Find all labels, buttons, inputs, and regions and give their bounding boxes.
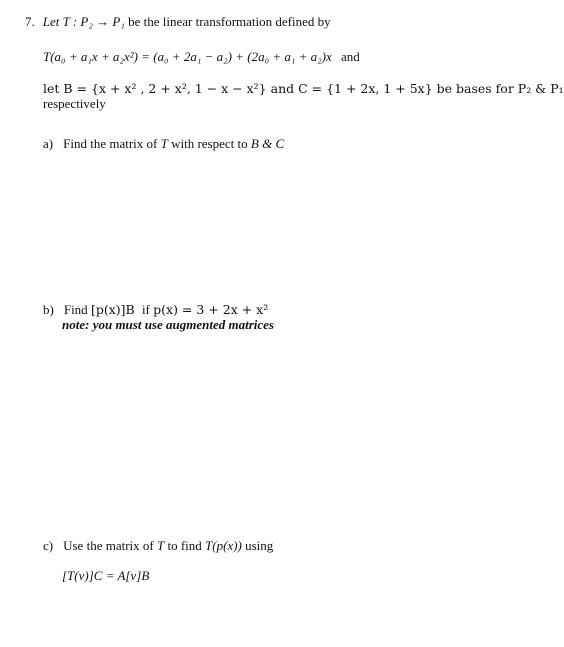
part-a-label: a) <box>43 136 54 151</box>
part-b-label: b) <box>43 302 54 317</box>
part-b-note-line <box>62 317 274 333</box>
transformation-definition: T(a₀ + a₁x + a₂x²) = (a₀ + 2a₁ − a₂) + (2a₀ + a₁ + a₂)x <box>43 49 332 64</box>
part-a-text: Find the matrix of <box>63 136 158 151</box>
part-b-math: [p(x)]B <box>90 302 135 317</box>
part-a-math2: B & C <box>250 136 285 151</box>
problem-intro-text: be the linear transformation defined by <box>128 14 331 29</box>
part-b-text2: if <box>141 302 150 317</box>
part-a-text2: with respect to <box>171 136 248 151</box>
part-c-math: T <box>156 538 165 553</box>
definition-and: and <box>341 49 360 64</box>
part-c-formula-line <box>62 568 149 584</box>
part-c-text3: using <box>245 538 274 553</box>
part-a-math: T <box>160 136 168 151</box>
part-c-label: c) <box>43 538 54 553</box>
bases-definition: let B = {x + x² , 2 + x², 1 − x − x²} and C = {1 + 2x, 1 + 5x} be bases for P₂ & P₁ <box>43 81 564 96</box>
problem-intro-math: Let T : P₂ → P₁ <box>42 14 125 29</box>
part-c-text2: to find <box>167 538 202 553</box>
part-b-line <box>43 302 268 318</box>
part-b-note: note: you must use augmented matrices <box>62 317 274 332</box>
bases-respectively: respectively <box>43 96 106 111</box>
part-a-line <box>43 136 284 152</box>
part-b-math2: p(x) = 3 + 2x + x² <box>153 302 269 317</box>
bases-line <box>43 81 564 97</box>
transformation-definition-line <box>43 49 360 65</box>
problem-header-line <box>25 14 331 30</box>
part-c-formula: [T(v)]C = A[v]B <box>62 568 150 583</box>
part-c-line <box>43 538 273 554</box>
part-c-text: Use the matrix of <box>63 538 154 553</box>
part-b-text: Find <box>63 302 88 317</box>
part-c-math2: T(p(x)) <box>205 538 242 553</box>
problem-number: 7. <box>25 14 35 29</box>
bases-line-2 <box>43 96 106 112</box>
